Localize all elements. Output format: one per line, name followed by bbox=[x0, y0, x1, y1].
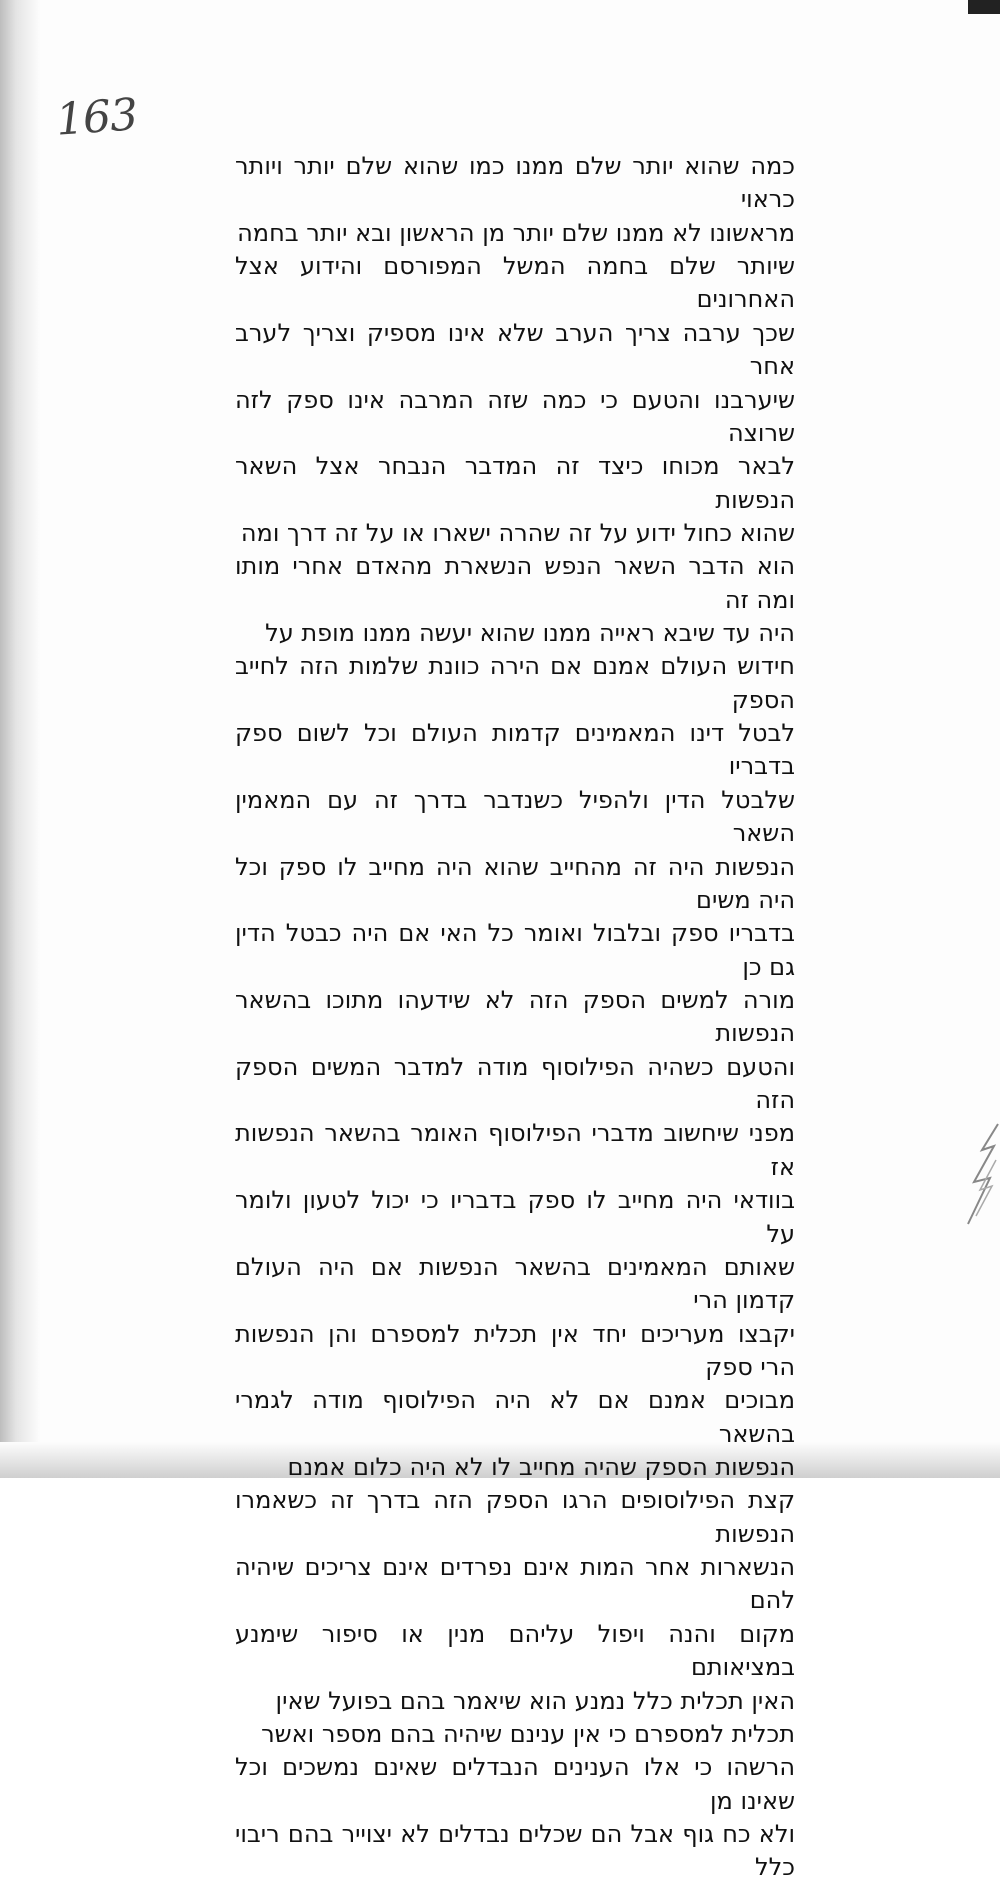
text-line: מקום והנה ויפול עליהם מנין או סיפור שימנע במציאותם bbox=[235, 1619, 795, 1682]
text-line: יקבצו מעריכים יחד אין תכלית למספרם והן הנפשות הרי ספק bbox=[235, 1319, 795, 1381]
text-line: שלבטל הדין ולהפיל כשנדבר בדרך זה עם המאמין השאר bbox=[235, 785, 795, 848]
text-line: הנשארות אחר המות אינם נפרדים אינם צריכים שיהיה להם bbox=[235, 1553, 795, 1615]
text-line: הנפשות הספק שהיה מחייב לו לא היה כלום אמנם bbox=[287, 1453, 795, 1482]
text-line: לבאר מכוחו כיצד זה המדבר הנבחר אצל השאר הנפשות bbox=[235, 452, 795, 514]
text-line: הרשהו כי אלו הענינים הנבדלים שאינם נמשכים וכל שאינו מן bbox=[235, 1753, 795, 1815]
text-line: כמה שהוא יותר שלם ממנו כמו שהוא שלם יותר ויותר כראוי bbox=[235, 152, 795, 214]
text-line: ולא כח גוף אבל הם שכלים נבדלים לא יצוייר בהם ריבוי כלל bbox=[235, 1819, 795, 1882]
text-line: שיותר שלם בחמה המשל המפורסם והידוע אצל האחרונים bbox=[235, 252, 795, 314]
text-line: הנפשות היה זה מהחייב שהוא היה מחייב לו ספק וכל היה משים bbox=[235, 852, 795, 914]
text-line: שאותם המאמינים בהשאר הנפשות אם היה העולם קדמון הרי bbox=[235, 1252, 795, 1315]
text-line: חידוש העולם אמנם אם הירה כוונת שלמות הזה לחייב הספק bbox=[235, 652, 795, 714]
text-line: שיערבנו והטעם כי כמה שזה המרבה אינו ספק לזה שרוצה bbox=[235, 385, 795, 447]
text-line: והטעם כשהיה הפילוסוף מודה למדבר המשים הספק הזה bbox=[235, 1052, 795, 1115]
text-line: בוודאי היה מחייב לו ספק בדבריו כי יכול לטעון ולומר על bbox=[235, 1186, 795, 1248]
text-line: מפני שיחשוב מדברי הפילוסוף האומר בהשאר הנפשות אז bbox=[235, 1119, 795, 1181]
text-line: מראשונו לא ממנו שלם יותר מן הראשון ובא יותר בחמה bbox=[237, 218, 795, 247]
text-line: בדבריו ספק ובלבול ואומר כל האי אם היה כבטל הדין גם כן bbox=[235, 919, 795, 981]
text-line: היה עד שיבא ראייה ממנו שהוא יעשה ממנו מופת על bbox=[265, 619, 795, 648]
text-line: שכך ערבה צריך הערב שלא אינו מספיק וצריך לערב אחר bbox=[235, 318, 795, 381]
text-line: האין תכלית כלל נמנע הוא שיאמר בהם בפועל שאין bbox=[275, 1686, 795, 1715]
edge-scribble-mark bbox=[960, 1120, 1000, 1230]
text-line: קצת הפילוסופים הרגו הספק הזה בדרך זה כשאמרו הנפשות bbox=[235, 1486, 795, 1548]
text-line: מבוכים אמנם אם לא היה הפילוסוף מודה לגמרי בהשאר bbox=[235, 1386, 795, 1448]
text-line: שהוא כחול ידוע על זה שהרה ישארו או על זה דרך ומה bbox=[240, 518, 795, 547]
binding-shadow bbox=[0, 0, 40, 1478]
manuscript-text-block bbox=[235, 150, 795, 1885]
text-line: הוא הדבר השאר הנפש הנשארת מהאדם אחרי מותו ומה זה bbox=[235, 552, 795, 614]
text-line: לבטל דינו המאמינים קדמות העולם וכל לשום ספק בדבריו bbox=[235, 719, 795, 781]
text-line: תכלית למספרם כי אין ענינם שיהיה בהם מספר ואשר bbox=[261, 1719, 795, 1748]
corner-mark bbox=[968, 0, 1000, 14]
text-line: מורה למשים הספק הזה לא שידעהו מתוכו בהשאר הנפשות bbox=[235, 985, 795, 1048]
folio-number: 163 bbox=[54, 89, 139, 146]
